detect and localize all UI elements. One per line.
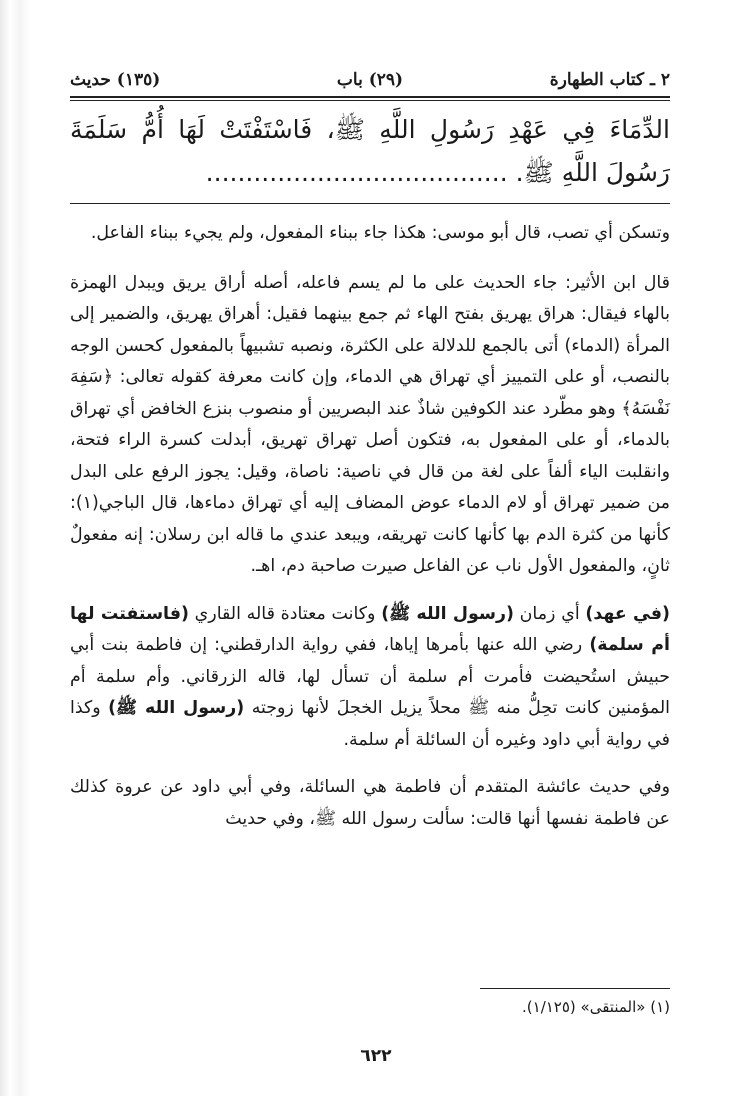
paragraph-4: وفي حديث عائشة المتقدم أن فاطمة هي السائلة، وفي أبي داود عن عروة كذلك عن فاطمة نفسها أنها قالت: سألت رسول الله ﷺ، وفي حديث: [70, 777, 670, 829]
footnote: (١) «المنتقى» (١/١٢٥).: [522, 998, 670, 1016]
hadith-main: الدِّمَاءَ فِي عَهْدِ رَسُولِ اللَّهِ ﷺ، فَاسْتَفْتَتْ لَهَا أُمُّ سَلَمَةَ رَسُولَ اللَّهِ ﷺ.: [70, 115, 670, 187]
header-rule: [70, 96, 670, 101]
paragraph-3: [70, 599, 670, 757]
quote-bold-4: (رسول الله ﷺ): [108, 698, 245, 718]
quote-bold-3: (فاستفتت لها أم سلمة): [70, 603, 670, 655]
paragraph-1: وتسكن أي تصب، قال أبو موسى: هكذا جاء ببناء المفعول، ولم يجيء ببناء الفاعل.: [90, 223, 670, 243]
page-number: ٦٢٢: [360, 1046, 392, 1066]
scan-edge: [0, 0, 30, 1096]
footnote-rule: [480, 988, 670, 989]
header-chapter: (٢٩) باب: [336, 70, 404, 90]
text-span-4: وكذا في رواية أبي داود وغيره أن السائلة أم سلمة.: [70, 698, 670, 750]
running-header: [70, 64, 670, 94]
commentary: [70, 218, 670, 851]
text-span-1: أي زمان: [513, 603, 586, 624]
paragraph-2: قال ابن الأثير: جاء الحديث على ما لم يسم فاعله، أصله أراق يريق ويبدل الهمزة بالهاء فيقال: هراق يهريق بفتح الهاء ثم جمع بينهما فقيل: أهراق يهريق، والضمير إلى المرأة (الدماء) أتى بالجمع للدلالة على الكثرة، ونصبه تشبيهاً بالمفعول كحسن الوجه بالنصب، أو على التمييز أي تهراق هي الدماء، وإن كانت معرفة كقوله تعالى: ﴿سَفِهَ نَفْسَهُ﴾ وهو مطّرد عند الكوفين شاذٌ عند البصريين أو منصوب بنزع الخافض أي تهراق بالدماء، أو على المفعول به، فتكون أصل تهراق تهريق، أبدلت كسرة الراء فتحة، وانقلبت الياء ألفاً على لغة من قال في ناصية: ناصاة، وقيل: يجوز الرفع على البدل من ضمير تهراق أو لام الدماء عوض المضاف إليه أي تهراق دماءها، قال الباجي(١): كأنها من كثرة الدم بها كأنها كانت تهريقه، ويبعد عندي ما قاله ابن رسلان: إنه مفعولٌ ثانٍ، والمفعول الأول ناب عن الفاعل صيرت صاحبة دم، اهـ.: [70, 272, 670, 576]
quote-bold-1: (في عهد): [585, 603, 670, 624]
hadith-text: [70, 108, 670, 194]
hadith-dots: ......................................: [205, 158, 508, 187]
text-span-3: رضي الله عنها بأمرها إياها، ففي رواية الدارقطني: إن فاطمة بنت أبي حبيش استُحيضت فأمرت أم سلمة أن تسأل لها، قاله الزرقاني. وأم سلمة أم المؤمنين كانت تحِلُّ منه ﷺ محلاً يزيل الخجلَ لأنها زوجته: [70, 635, 670, 718]
header-hadith-number: (١٣٥) حديث: [70, 70, 161, 90]
separator-rule: [70, 203, 670, 204]
header-book-title: ٢ ـ كتاب الطهارة: [549, 70, 670, 90]
text-span-2: وكانت معتادة قاله القاري: [188, 603, 382, 624]
quote-bold-2: (رسول الله ﷺ): [381, 603, 514, 624]
